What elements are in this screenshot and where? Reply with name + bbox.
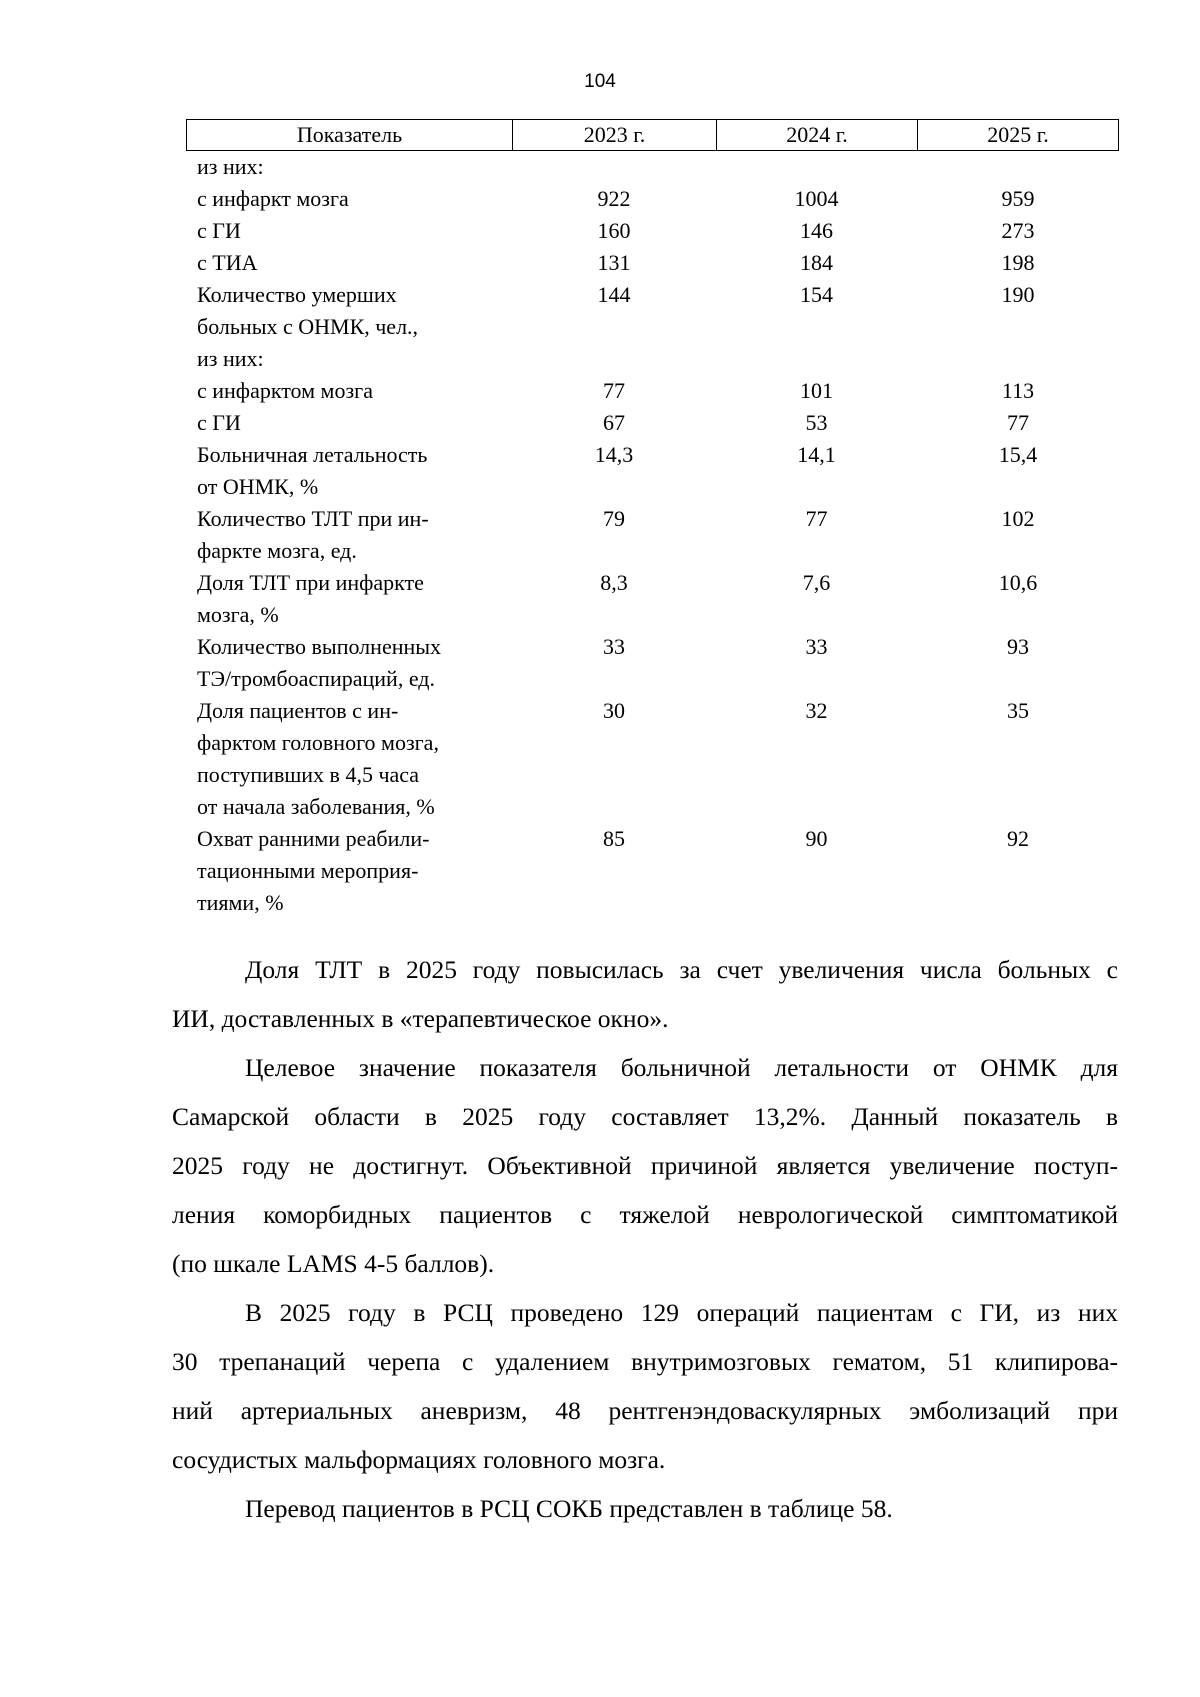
table-row (186, 631, 1119, 695)
paragraph-line: Целевое значение показателя больничной летальности от ОНМК для (245, 1053, 1118, 1082)
row-label-line: больных с ОНМК, чел., (197, 314, 419, 339)
row-label (186, 823, 512, 919)
cell-2025: 15,4 (998, 442, 1038, 467)
row-label-line: с ТИА (197, 250, 258, 275)
cell-2025: 77 (1007, 410, 1029, 435)
paragraph (172, 1043, 1118, 1288)
cell-2024: 90 (805, 826, 828, 851)
cell-2023: 79 (603, 506, 625, 531)
cell-2023: 30 (603, 698, 625, 723)
row-label (186, 695, 512, 823)
header-2024: 2024 г. (717, 120, 918, 150)
row-label (186, 407, 512, 439)
row-label-line: Количество ТЛТ при ин- (197, 506, 429, 531)
cell-2023: 67 (603, 410, 625, 435)
table-row (186, 151, 1119, 183)
cell-2023: 144 (597, 282, 631, 307)
cell-2024: 101 (800, 378, 833, 403)
paragraph-line: В 2025 году в РСЦ проведено 129 операций пациентам с ГИ, из них (245, 1298, 1118, 1327)
paragraph (172, 945, 1118, 1043)
cell-2025: 93 (1007, 634, 1029, 659)
table-body (186, 151, 1119, 919)
row-label-line: от ОНМК, % (197, 474, 319, 499)
cell-2023: 922 (597, 186, 631, 211)
cell-2023: 160 (597, 218, 631, 243)
table-row (186, 215, 1119, 247)
row-label-line: Больничная летальность (197, 442, 428, 467)
row-label-line: с инфарктом мозга (197, 378, 373, 403)
paragraph-line: Доля ТЛТ в 2025 году повысилась за счет увеличения числа больных с (245, 955, 1118, 984)
paragraph-line: ИИ, доставленных в «терапевтическое окно». (172, 1004, 669, 1033)
row-label-line: Количество выполненных (197, 634, 442, 659)
paragraph-line: 30 трепанаций черепа с удалением внутримозговых гематом, 51 клипирова- (172, 1347, 1118, 1376)
cell-2023: 85 (603, 826, 625, 851)
row-label-line: фаркте мозга, ед. (197, 538, 357, 563)
cell-2025: 10,6 (998, 570, 1038, 595)
cell-2023 (512, 151, 716, 183)
table-row (186, 279, 1119, 375)
cell-2024: 33 (805, 634, 828, 659)
table-row (186, 695, 1119, 823)
table-row (186, 407, 1119, 439)
cell-2024: 154 (800, 282, 833, 307)
row-label-line: с ГИ (197, 410, 241, 435)
row-label (186, 631, 512, 695)
row-label (186, 215, 512, 247)
cell-2024: 14,1 (797, 442, 836, 467)
cell-2025: 113 (1001, 378, 1035, 403)
cell-2023: 8,3 (600, 570, 628, 595)
paragraph-line: (по шкале LAMS 4-5 баллов). (172, 1249, 495, 1278)
row-label-line: с ГИ (197, 218, 241, 243)
table-row (186, 503, 1119, 567)
paragraph-line: Самарской области в 2025 году составляет 13,2%. Данный показатель в (172, 1102, 1118, 1131)
cell-2025: 198 (1001, 250, 1035, 275)
row-label-line: Доля ТЛТ при инфаркте (197, 570, 424, 595)
header-indicator: Показатель (187, 120, 513, 150)
cell-2024: 146 (800, 218, 833, 243)
paragraph (172, 1484, 1118, 1533)
cell-2024: 77 (805, 506, 828, 531)
row-label-line: фарктом головного мозга, (197, 730, 439, 755)
paragraph-line: ления коморбидных пациентов с тяжелой неврологической симптоматикой (172, 1200, 1118, 1229)
row-label (186, 567, 512, 631)
cell-2024: 1004 (794, 186, 839, 211)
paragraph-line: ний артериальных аневризм, 48 рентгенэндоваскулярных эмболизаций при (172, 1396, 1118, 1425)
row-label-line: ТЭ/тромбоаспираций, ед. (197, 666, 435, 691)
row-label (186, 151, 512, 183)
table-row (186, 183, 1119, 215)
cell-2025: 273 (1001, 218, 1035, 243)
cell-2025: 35 (1007, 698, 1029, 723)
cell-2024: 7,6 (802, 570, 831, 595)
row-label-line: тационными мероприя- (197, 858, 419, 883)
row-label-line: из них: (197, 346, 264, 371)
row-label-line: Охват ранними реабили- (197, 826, 430, 851)
paragraph-line: сосудистых мальформациях головного мозга. (172, 1445, 666, 1474)
table-row (186, 439, 1119, 503)
cell-2025: 92 (1007, 826, 1029, 851)
cell-2024: 184 (800, 250, 833, 275)
cell-2024 (716, 151, 917, 183)
header-2023: 2023 г. (513, 120, 717, 150)
row-label-line: с инфаркт мозга (197, 186, 349, 211)
table-row (186, 375, 1119, 407)
row-label-line: из них: (197, 154, 264, 179)
row-label-line: Доля пациентов с ин- (197, 698, 399, 723)
cell-2023: 77 (603, 378, 625, 403)
paragraph (172, 1288, 1118, 1484)
table-row (186, 247, 1119, 279)
table-header-row (186, 119, 1119, 151)
cell-2023: 14,3 (594, 442, 634, 467)
page-number: 104 (584, 71, 616, 92)
row-label-line: тиями, % (197, 890, 284, 915)
row-label-line: от начала заболевания, % (197, 794, 435, 819)
row-label (186, 183, 512, 215)
row-label (186, 503, 512, 567)
cell-2023: 33 (603, 634, 625, 659)
body-text (172, 945, 1118, 1533)
row-label-line: мозга, % (197, 602, 279, 627)
cell-2025: 959 (1001, 186, 1035, 211)
table-row (186, 567, 1119, 631)
cell-2025 (917, 151, 1119, 183)
paragraph-line: Перевод пациентов в РСЦ СОКБ представлен в таблице 58. (245, 1494, 893, 1523)
row-label-line: Количество умерших (197, 282, 397, 307)
paragraph-line: 2025 году не достигнут. Объективной причиной является увеличение поступ- (172, 1151, 1118, 1180)
row-label-line: поступивших в 4,5 часа (197, 762, 420, 787)
cell-2025: 102 (1001, 506, 1035, 531)
row-label (186, 375, 512, 407)
cell-2023: 131 (597, 250, 631, 275)
cell-2025: 190 (1001, 282, 1035, 307)
row-label (186, 247, 512, 279)
header-2025: 2025 г. (987, 122, 1049, 147)
row-label (186, 279, 512, 375)
cell-2024: 53 (805, 410, 828, 435)
cell-2024: 32 (805, 698, 828, 723)
table-row (186, 823, 1119, 919)
row-label (186, 439, 512, 503)
